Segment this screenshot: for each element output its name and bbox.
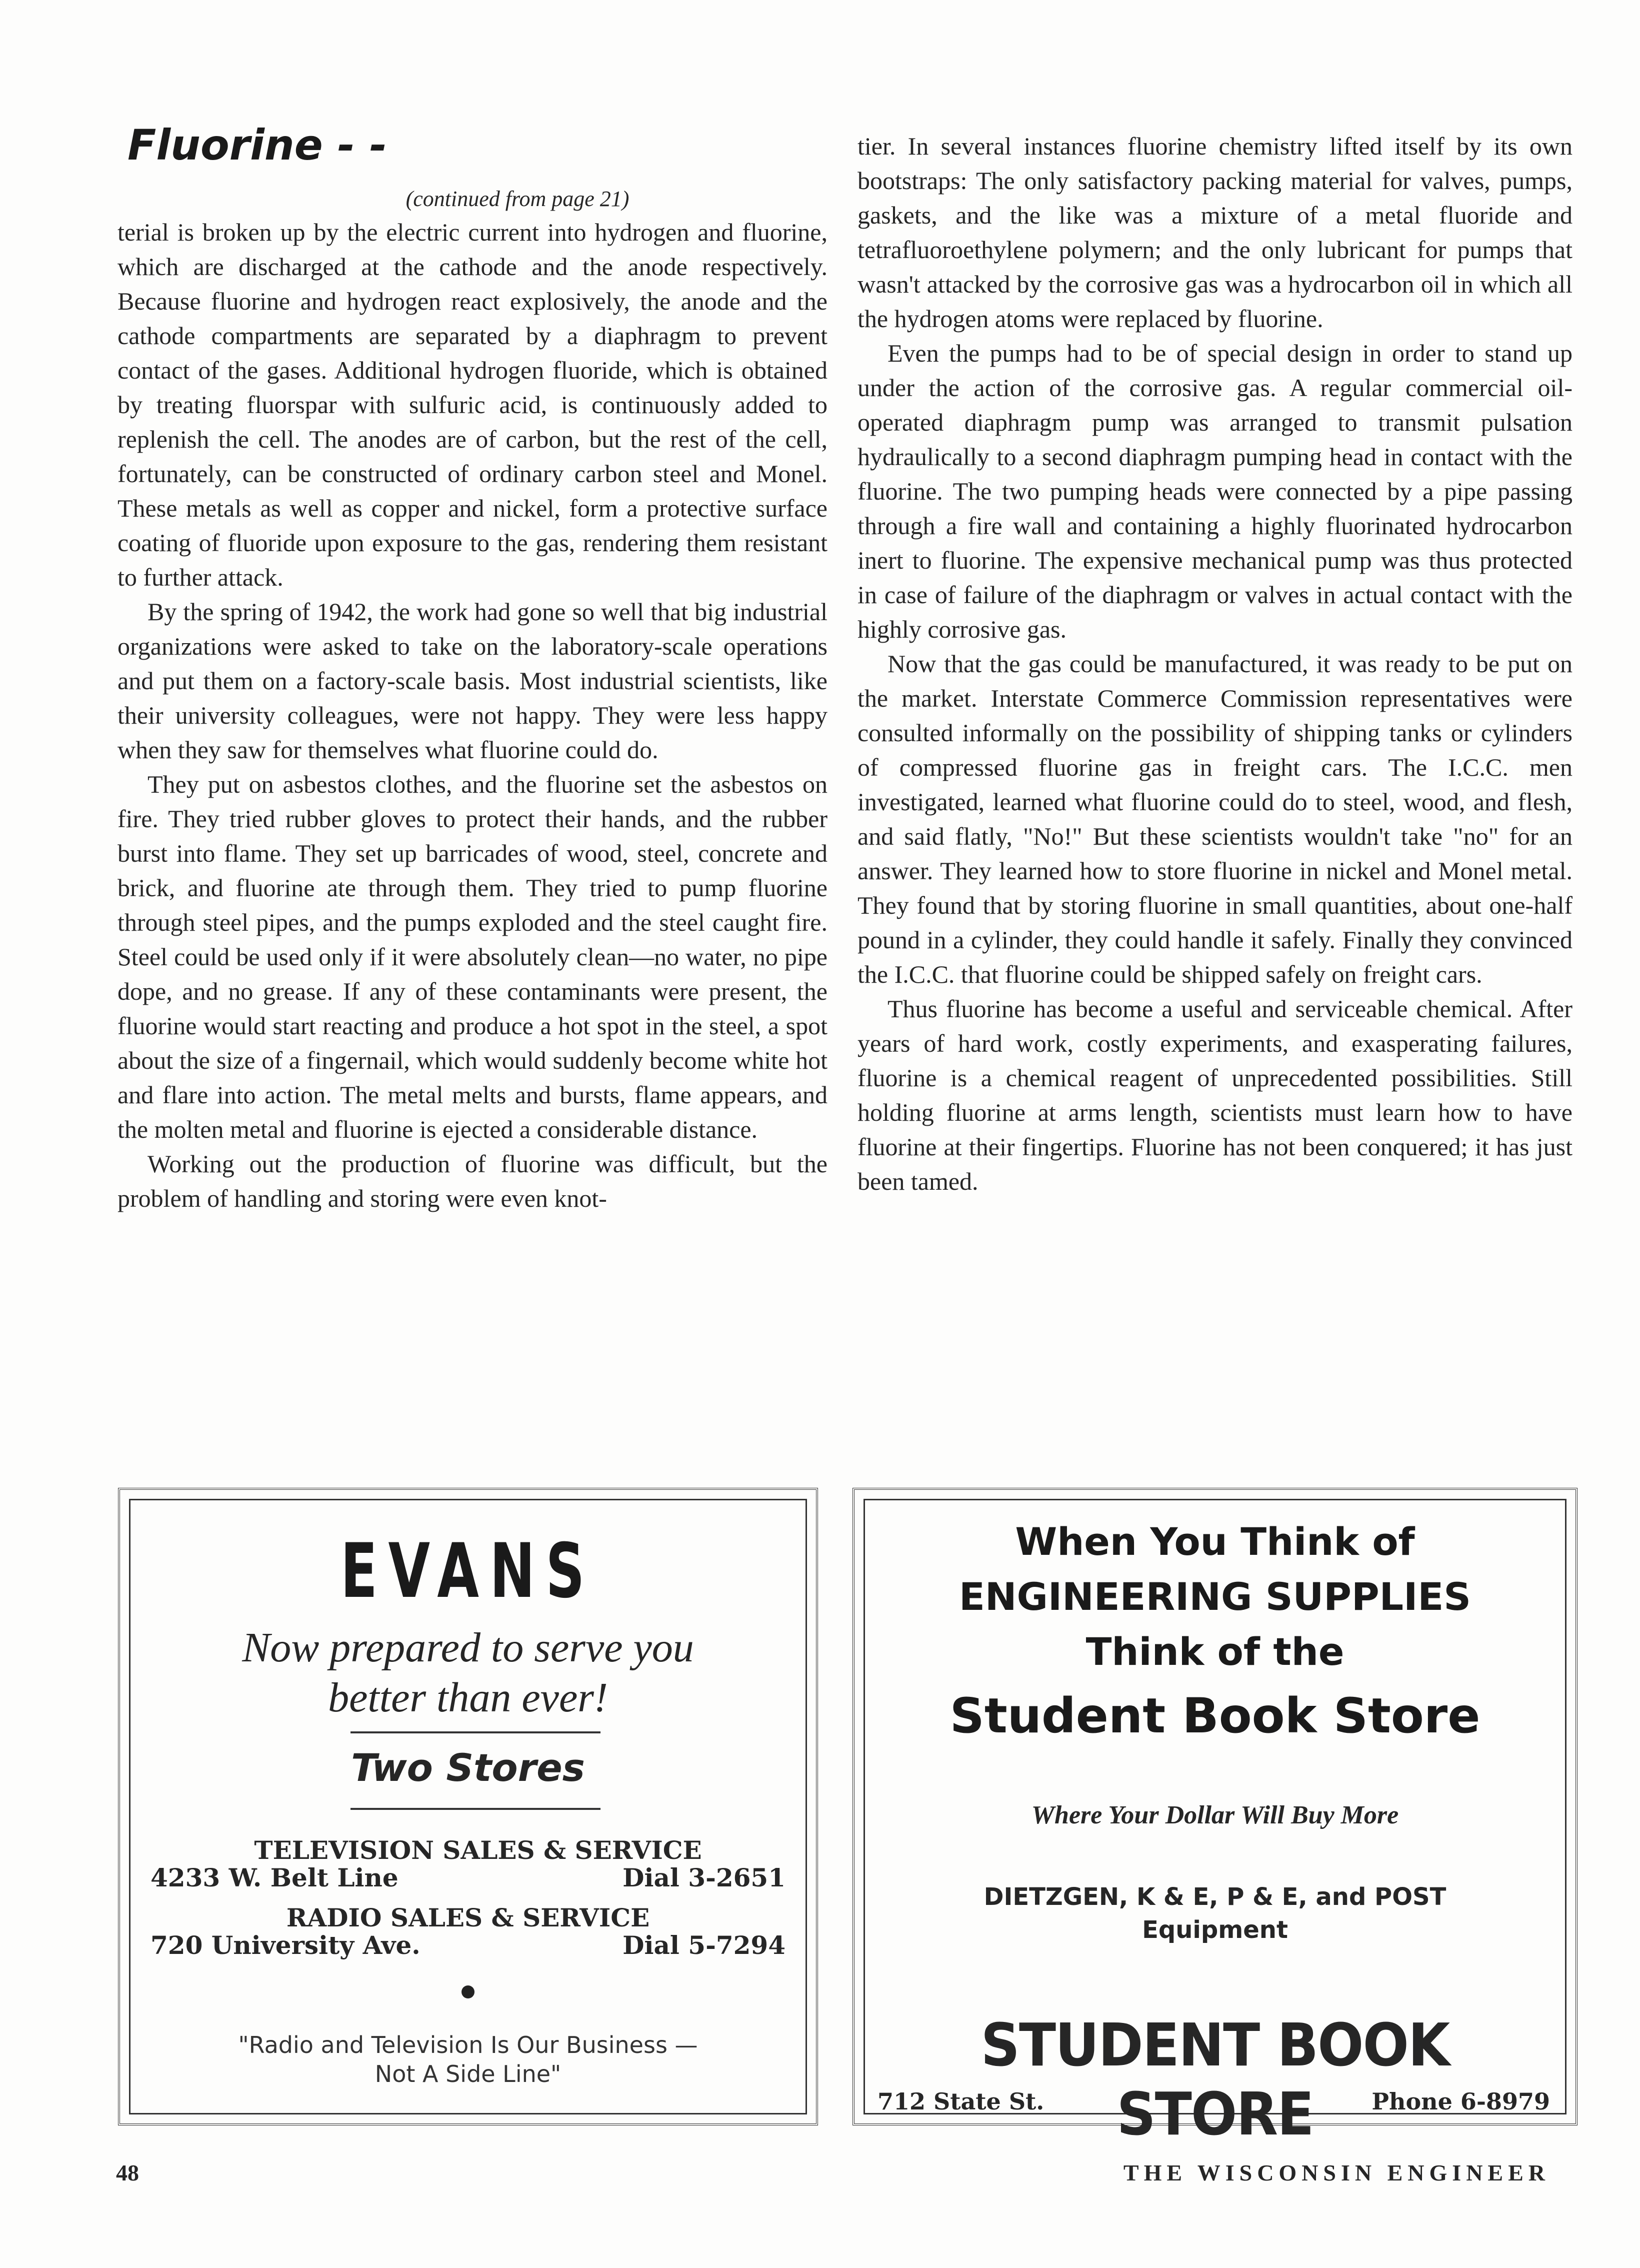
continued-note: (continued from page 21) bbox=[406, 187, 630, 211]
store1-name: TELEVISION SALES & SERVICE bbox=[254, 1835, 702, 1865]
store1-phone: Dial 3-2651 bbox=[622, 1863, 786, 1892]
divider-rule bbox=[350, 1808, 600, 1810]
bullet-dot bbox=[462, 1985, 474, 1998]
sbs-brands bbox=[865, 1880, 1565, 1946]
store2-name: RADIO SALES & SERVICE bbox=[286, 1903, 650, 1932]
store2-address: 720 University Ave. bbox=[150, 1930, 420, 1960]
page-number: 48 bbox=[116, 2160, 139, 2185]
evans-slogan-line2: Not A Side Line" bbox=[374, 2060, 562, 2087]
article-paragraph: Now that the gas could be manufactured, it was ready to be put on the market. Interstate Commerce Commission representatives were consulted informally on the possibility of shipping tanks or cylinders of compressed fluorine gas in freight cars. The I.C.C. men investigated, learned what fluorine could do to steel, wood, and flesh, and said flatly, "No!" But these scientists wouldn't take "no" for an answer. They learned how to store fluorine in nickel and Monel metal. They found that by storing fluorine in small quantities, about one-half pound in a cylinder, they could handle it safely. Finally they convinced the I.C.C. that fluorine could be shipped safely on freight cars. bbox=[858, 650, 1572, 988]
sbs-tagline: Where Your Dollar Will Buy More bbox=[1031, 1801, 1399, 1829]
sbs-address: 712 State St. bbox=[878, 2088, 1044, 2115]
article-paragraph: terial is broken up by the electric current into hydrogen and fluorine, which are discharged at the cathode and the anode respectively. Because fluorine and hydrogen react explosively, the anode and the cathode compartments are separated by a diaphragm to prevent contact of the gases. Additional hydrogen fluoride, which is obtained by treating fluorspar with sulfuric acid, is continuously added to replenish the cell. The anodes are of carbon, but the rest of the cell, fortunately, can be constructed of ordinary carbon steel and Monel. These metals as well as copper and nickel, form a protective surface coating of fluoride upon exposure to the gas, rendering them resistant to further attack. bbox=[118, 218, 828, 591]
article-title: Fluorine - - bbox=[128, 121, 387, 170]
evans-tagline-line1: Now prepared to serve you bbox=[242, 1624, 694, 1671]
ad-border bbox=[129, 1499, 807, 2114]
sbs-headline-line2: ENGINEERING SUPPLIES bbox=[958, 1574, 1472, 1619]
sbs-headline-line4: Student Book Store bbox=[950, 1688, 1480, 1744]
article-paragraph: Thus fluorine has become a useful and serviceable chemical. After years of hard work, costly experiments, and exasperating failures, fluorine is a chemical reagent of unprecedented possibilities. Still holding fluorine at arms length, scientists must learn how to have fluorine at their fingertips. Fluorine has not been conquered; it has just been tamed. bbox=[858, 995, 1572, 1195]
sbs-phone: Phone 6-8979 bbox=[1372, 2088, 1550, 2115]
sbs-brands-line: DIETZGEN, K & E, P & E, and POST bbox=[984, 1883, 1446, 1911]
store1-address: 4233 W. Belt Line bbox=[150, 1863, 398, 1892]
student-book-store-advertisement bbox=[852, 1488, 1578, 2148]
article-paragraph: They put on asbestos clothes, and the fluorine set the asbestos on fire. They tried rubber gloves to protect their hands, and the rubber burst into flame. They set up barricades of wood, steel, concrete and brick, and fluorine ate through them. They tried to pump fluorine through steel pipes, and the pumps exploded and the steel caught fire. Steel could be used only if it were absolutely clean—no water, no pipe dope, and no grease. If any of these contaminants were present, the fluorine would start reacting and produce a hot spot in the steel, a spot about the size of a fingernail, which would suddenly become white hot and flare into action. The metal melts and bursts, flame appears, and the molten metal and fluorine is ejected a considerable distance. bbox=[118, 770, 828, 1143]
article-paragraph: Working out the production of fluorine was difficult, but the problem of handling and storing were even knot- bbox=[118, 1150, 828, 1212]
sbs-equipment-line: Equipment bbox=[1142, 1916, 1288, 1944]
evans-slogan bbox=[130, 2030, 806, 2088]
evans-tagline bbox=[130, 1623, 806, 1723]
divider-rule bbox=[350, 1731, 600, 1733]
article-left-column bbox=[118, 120, 828, 1216]
ad-border bbox=[864, 1499, 1566, 2148]
article-paragraph: By the spring of 1942, the work had gone so well that big industrial organizations were asked to take on the laboratory-scale operations and put them on a factory-scale basis. Most industrial scientists, like their university colleagues, were not happy. They were less happy when they saw for themselves what fluorine could do. bbox=[118, 598, 828, 764]
evans-slogan-line1: "Radio and Television Is Our Business — bbox=[238, 2031, 698, 2058]
sbs-headline-line3: Think of the bbox=[1086, 1629, 1344, 1674]
evans-tagline-line2: better than ever! bbox=[328, 1674, 608, 1721]
article-paragraph: tier. In several instances fluorine chemistry lifted itself by its own bootstraps: The only satisfactory packing material for valves, pumps, gaskets, and the like was a mixture of a metal fluoride and tetrafluoroethylene polymern; and the only lubricant for pumps that wasn't attacked by the corrosive gas was a hydrocarbon oil in which all the hydrogen atoms were replaced by fluorine. bbox=[858, 132, 1572, 333]
sbs-store-name: STUDENT BOOK STORE bbox=[980, 2010, 1450, 2148]
article-right-column bbox=[858, 129, 1572, 1199]
two-stores-heading: Two Stores bbox=[351, 1745, 585, 1790]
store2-phone: Dial 5-7294 bbox=[622, 1930, 786, 1960]
evans-advertisement bbox=[118, 1488, 818, 2125]
sbs-headline-line1: When You Think of bbox=[1015, 1519, 1415, 1564]
publication-name: THE WISCONSIN ENGINEER bbox=[1123, 2160, 1550, 2185]
article-paragraph: Even the pumps had to be of special design in order to stand up under the action of the corrosive gas. A regular commercial oil-operated diaphragm pump was arranged to transmit pulsation hydraulically to a second diaphragm pumping head in contact with the fluorine. The two pumping heads were connected by a pipe passing through a fire wall and containing a highly fluorinated hydrocarbon inert to fluorine. The expensive mechanical pump was thus protected in case of failure of the diaphragm or valves in actual contact with the highly corrosive gas. bbox=[858, 339, 1572, 643]
evans-name: EVANS bbox=[340, 1528, 596, 1615]
